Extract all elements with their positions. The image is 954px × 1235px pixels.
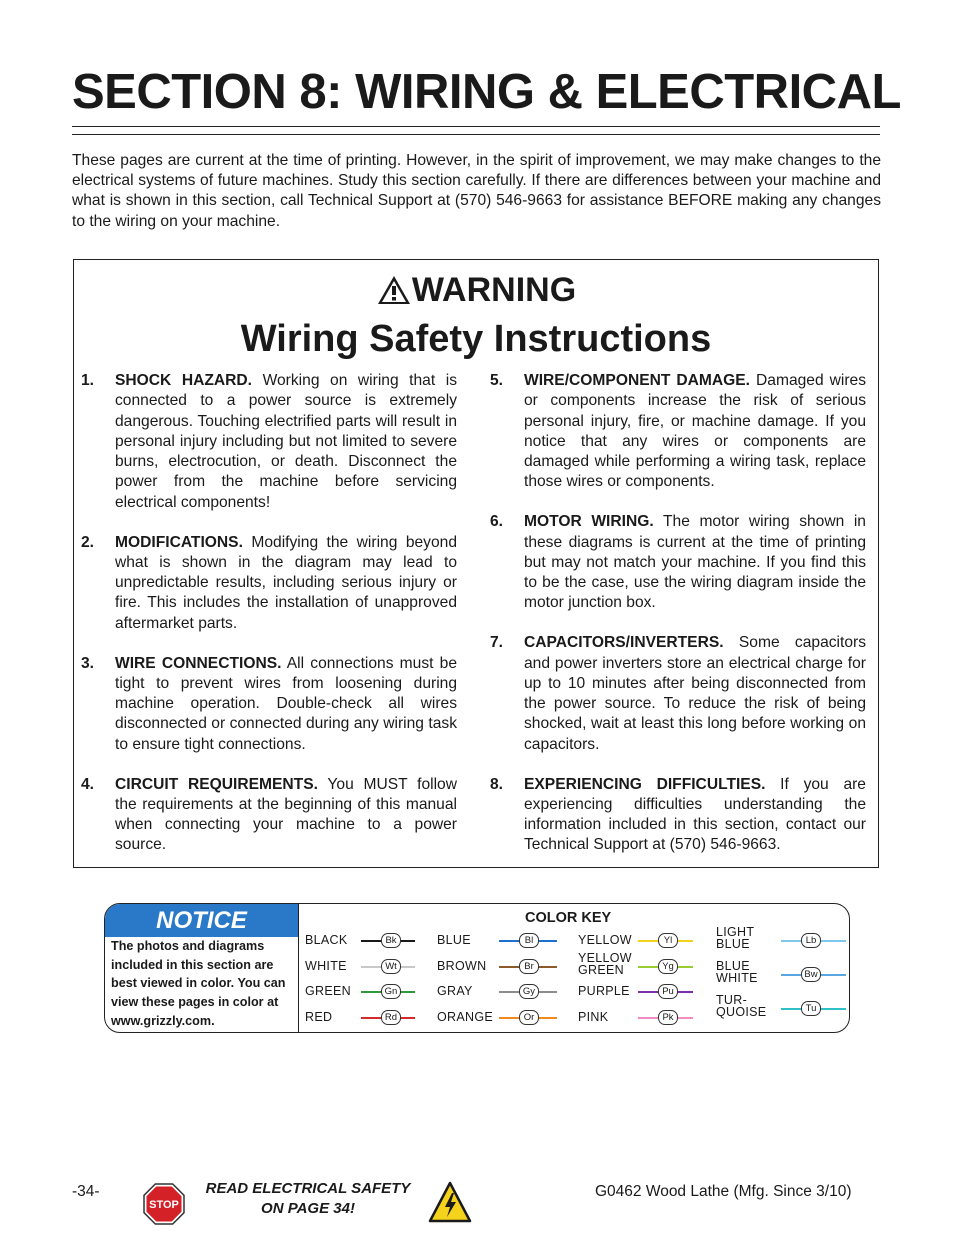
warning-item (81, 533, 457, 634)
warning-item (490, 633, 866, 755)
warning-word: WARNING (411, 271, 577, 309)
color-name: RED (305, 1010, 333, 1024)
color-key-entry (437, 1010, 565, 1026)
color-key-entry (578, 933, 701, 949)
color-key-entry (716, 993, 850, 1019)
color-abbr-badge: Yl (658, 933, 678, 948)
color-key-entry (437, 984, 565, 1000)
color-key-entry (716, 925, 850, 951)
color-name: YELLOW (578, 933, 632, 947)
stop-sign-label: STOP (149, 1199, 179, 1211)
color-name: BLUE (437, 933, 471, 947)
color-name: LIGHT BLUE (716, 925, 755, 951)
page-number: -34- (72, 1183, 100, 1200)
warning-item (490, 371, 866, 493)
warning-item (81, 775, 457, 856)
warning-item (490, 775, 866, 856)
item-text: Working on wiring that is connected to a power source is extremely dangerous. Touching electrified parts will result in personal injury including but not limited to severe burns, electrocution, or death. Disconnect the power from the machine before servicing electrical components! (115, 372, 457, 511)
color-key-entry (578, 951, 701, 977)
color-name: BROWN (437, 959, 487, 973)
color-name: GREEN (305, 984, 351, 998)
section-title: SECTION 8: WIRING & ELECTRICAL (72, 65, 901, 119)
item-text: If you are experiencing difficulties understanding the information included in this section, contact our Technical Support at (570) 546-9663. (524, 775, 866, 854)
item-text: The motor wiring shown in these diagrams is current at the time of printing but may not match your machine. If you find this to be the case, use the wiring diagram inside the motor junction box. (524, 513, 866, 612)
item-label: MODIFICATIONS. (115, 533, 243, 551)
color-name: PURPLE (578, 984, 630, 998)
warning-subtitle: Wiring Safety Instructions (240, 318, 712, 360)
warning-column-left (81, 371, 457, 875)
item-text: You MUST follow the requirements at the beginning of this manual when connecting your machine to a power source. (115, 775, 457, 854)
item-text: Some capacitors and power inverters store an electrical charge for up to 10 minutes after being disconnected from the power source. To reduce the risk of being shocked, wait at least this long before working on capacitors. (524, 634, 866, 753)
color-abbr-badge: Bw (801, 967, 821, 982)
stop-sign-icon (143, 1183, 185, 1225)
notice-tab: NOTICE (105, 904, 298, 937)
color-name: TUR- QUOISE (716, 993, 767, 1019)
color-key-entry (305, 959, 423, 975)
color-abbr-badge: Gy (519, 984, 539, 999)
warning-item (81, 371, 457, 513)
color-name: BLUE WHITE (716, 959, 758, 985)
notice-text: The photos and diagrams included in this section are best viewed in color. You can view these pages in color at www.grizzly.com. (111, 939, 286, 1028)
item-number: 8. (490, 775, 504, 793)
color-key-entry (305, 933, 423, 949)
color-key-title: COLOR KEY (525, 910, 612, 926)
color-abbr-badge: Pk (658, 1010, 678, 1025)
color-key-entry (305, 984, 423, 1000)
warning-heading (74, 272, 878, 308)
safety-line-2: ON PAGE 34! (261, 1200, 355, 1217)
color-key-entry (437, 959, 565, 975)
color-name: BLACK (305, 933, 348, 947)
item-number: 3. (81, 654, 95, 672)
color-key-entry (578, 1010, 701, 1026)
electrical-safety-reminder (186, 1179, 430, 1219)
color-name: PINK (578, 1010, 609, 1024)
item-text: Modifying the wiring beyond what is shown in the diagram may lead to unpredictable results, including serious injury or fire. This includes the installation of unapproved aftermarket parts. (115, 533, 457, 632)
color-abbr-badge: Bk (381, 933, 401, 948)
item-label: MOTOR WIRING. (524, 513, 654, 531)
color-abbr-badge: Br (519, 959, 539, 974)
item-label: WIRE CONNECTIONS. (115, 654, 282, 672)
item-label: CAPACITORS/INVERTERS. (524, 634, 724, 652)
item-label: WIRE/COMPONENT DAMAGE. (524, 372, 751, 389)
color-key-entry (578, 984, 701, 1000)
color-abbr-badge: Bl (519, 933, 539, 948)
color-name: WHITE (305, 959, 347, 973)
notice-box (104, 903, 850, 1033)
color-abbr-badge: Or (519, 1010, 539, 1025)
intro-paragraph: These pages are current at the time of printing. However, in the spirit of improvement, we may make changes to the electrical systems of future machines. Study this section carefully. If there are differences between your machine and what is shown in this section, call Technical Support at (570) 546-9663 for assistance BEFORE making any changes to the wiring on your machine. (72, 152, 881, 230)
color-abbr-badge: Pu (658, 984, 678, 999)
color-abbr-badge: Yg (658, 959, 678, 974)
notice-panel (105, 904, 299, 1032)
color-abbr-badge: Lb (801, 933, 821, 948)
warning-box (73, 259, 879, 868)
item-label: EXPERIENCING DIFFICULTIES. (524, 775, 766, 793)
color-abbr-badge: Wt (381, 959, 401, 974)
item-text: All connections must be tight to prevent wires from loosening during machine operation. Double-check all wires disconnected or connected during any wiring task to ensure tight connections. (115, 654, 457, 753)
title-rule-bottom (72, 134, 880, 135)
item-number: 5. (490, 372, 504, 389)
electrical-hazard-icon (428, 1181, 472, 1223)
warning-item (81, 654, 457, 755)
warning-item (490, 512, 866, 613)
item-number: 7. (490, 634, 504, 652)
warning-column-right (490, 371, 866, 875)
color-key-entry (305, 1010, 423, 1026)
color-key-entry (437, 933, 565, 949)
color-abbr-badge: Rd (381, 1010, 401, 1025)
item-number: 4. (81, 775, 95, 793)
item-text: Damaged wires or components increase the risk of serious personal injury, fire, or machine damage. If you notice that any wires or components are damaged while performing a wiring task, replace those wires or components. (524, 372, 866, 491)
color-name: GRAY (437, 984, 473, 998)
item-label: SHOCK HAZARD. (115, 372, 253, 389)
title-rule-top (72, 126, 880, 127)
color-name: ORANGE (437, 1010, 493, 1024)
safety-line-1: READ ELECTRICAL SAFETY (205, 1180, 411, 1197)
item-number: 2. (81, 533, 95, 551)
model-info: G0462 Wood Lathe (Mfg. Since 3/10) (595, 1183, 852, 1200)
color-abbr-badge: Tu (801, 1001, 821, 1016)
color-name: YELLOW GREEN (578, 951, 632, 977)
color-abbr-badge: Gn (381, 984, 401, 999)
color-key-entry (716, 959, 850, 985)
item-number: 6. (490, 513, 504, 531)
warning-triangle-icon (376, 274, 412, 306)
item-label: CIRCUIT REQUIREMENTS. (115, 775, 318, 793)
item-number: 1. (81, 372, 95, 389)
